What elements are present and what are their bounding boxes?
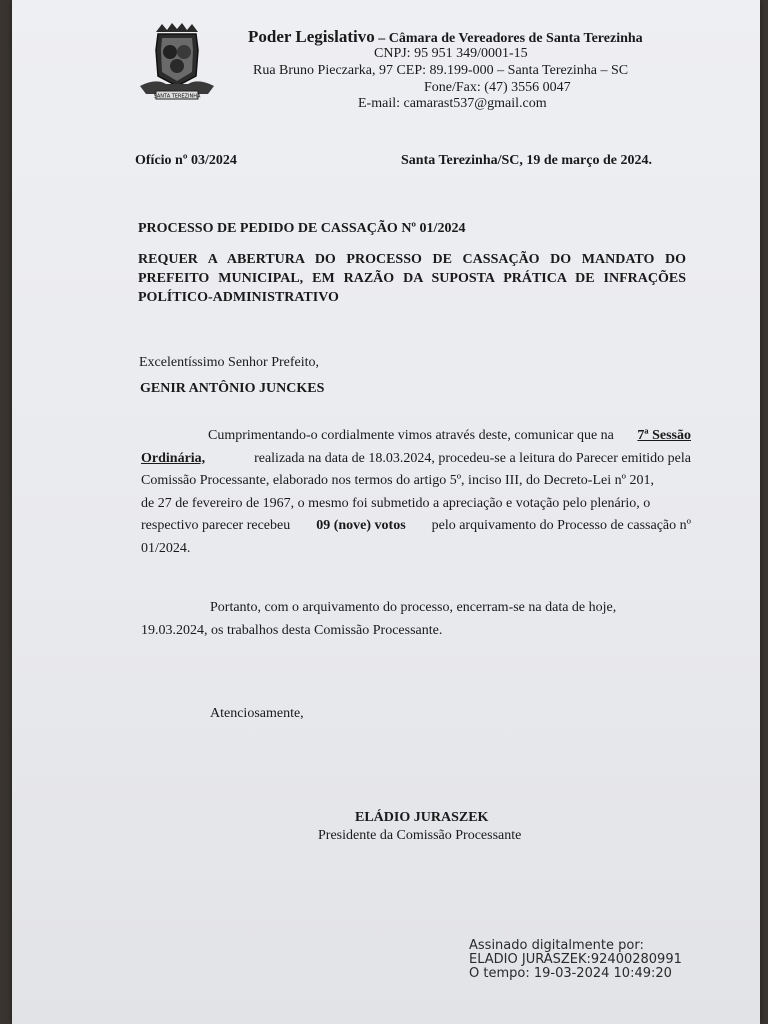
addressee: GENIR ANTÔNIO JUNCKES xyxy=(140,381,325,396)
signer-role: Presidente da Comissão Processante xyxy=(318,828,522,843)
org-main: Poder Legislativo xyxy=(248,27,375,46)
paragraph-line: Cumprimentando-o cordialmente vimos através deste, comunicar que na 7ª Sessão xyxy=(141,425,691,448)
letterhead-address: Rua Bruno Pieczarka, 97 CEP: 89.199-000 – Santa Terezinha – SC xyxy=(253,63,629,78)
digital-signature-line: ELADIO JURASZEK:92400280991 xyxy=(469,952,682,967)
process-title: PROCESSO DE PEDIDO DE CASSAÇÃO Nº 01/2024 xyxy=(138,221,466,236)
letterhead-phone: Fone/Fax: (47) 3556 0047 xyxy=(424,80,571,95)
signer-name: ELÁDIO JURASZEK xyxy=(355,810,489,825)
letterhead-cnpj: CNPJ: 95 951 349/0001-15 xyxy=(374,46,528,61)
svg-text:SANTA TEREZINHA: SANTA TEREZINHA xyxy=(153,93,201,100)
paragraph-line: 01/2024. xyxy=(141,540,191,556)
closing: Atenciosamente, xyxy=(210,706,304,721)
salutation: Excelentíssimo Senhor Prefeito, xyxy=(139,355,320,370)
digital-signature-stamp xyxy=(469,939,682,981)
digital-signature-line: Assinado digitalmente por: xyxy=(469,938,644,953)
subject-line: REQUER A ABERTURA DO PROCESSO DE CASSAÇÃO DO MANDATO DO xyxy=(138,252,686,267)
paragraph-line: Ordinária, realizada na data de 18.03.2024, procedeu-se a leitura do Parecer emitido pela xyxy=(141,448,691,471)
document-page xyxy=(12,0,760,1024)
paragraph-line: respectivo parecer recebeu 09 (nove) votos pelo arquivamento do Processo de cassação nº xyxy=(141,515,691,538)
session-highlight: 7ª Sessão xyxy=(637,428,691,443)
body-paragraph-2 xyxy=(141,597,691,642)
paragraph-line: 19.03.2024, os trabalhos desta Comissão Processante. xyxy=(141,622,443,638)
digital-signature-line: O tempo: 19-03-2024 10:49:20 xyxy=(469,966,672,981)
paragraph-line: de 27 de fevereiro de 1967, o mesmo foi submetido a apreciação e votação pelo plenário, o xyxy=(141,495,651,511)
subject-line: PREFEITO MUNICIPAL, EM RAZÃO DA SUPOSTA PRÁTICA DE INFRAÇÕES xyxy=(138,271,686,286)
municipal-crest-icon xyxy=(136,20,218,102)
session-highlight: Ordinária, xyxy=(141,450,206,466)
letterhead-email: E-mail: camarast537@gmail.com xyxy=(358,96,547,111)
votes-count: 09 (nove) votos xyxy=(316,518,406,534)
place-date: Santa Terezinha/SC, 19 de março de 2024. xyxy=(401,153,652,168)
body-paragraph-1 xyxy=(141,425,691,561)
paragraph-line: Comissão Processante, elaborado nos termos do artigo 5º, inciso III, do Decreto-Lei nº 201, xyxy=(141,473,654,489)
letterhead-title xyxy=(248,27,643,47)
letter-number: Ofício nº 03/2024 xyxy=(135,153,237,168)
subject-line: POLÍTICO-ADMINISTRATIVO xyxy=(138,290,339,305)
subject-block xyxy=(138,250,686,307)
paragraph-line: Portanto, com o arquivamento do processo, encerram-se na data de hoje, xyxy=(210,600,617,615)
org-sub: – Câmara de Vereadores de Santa Terezinha xyxy=(374,31,643,46)
